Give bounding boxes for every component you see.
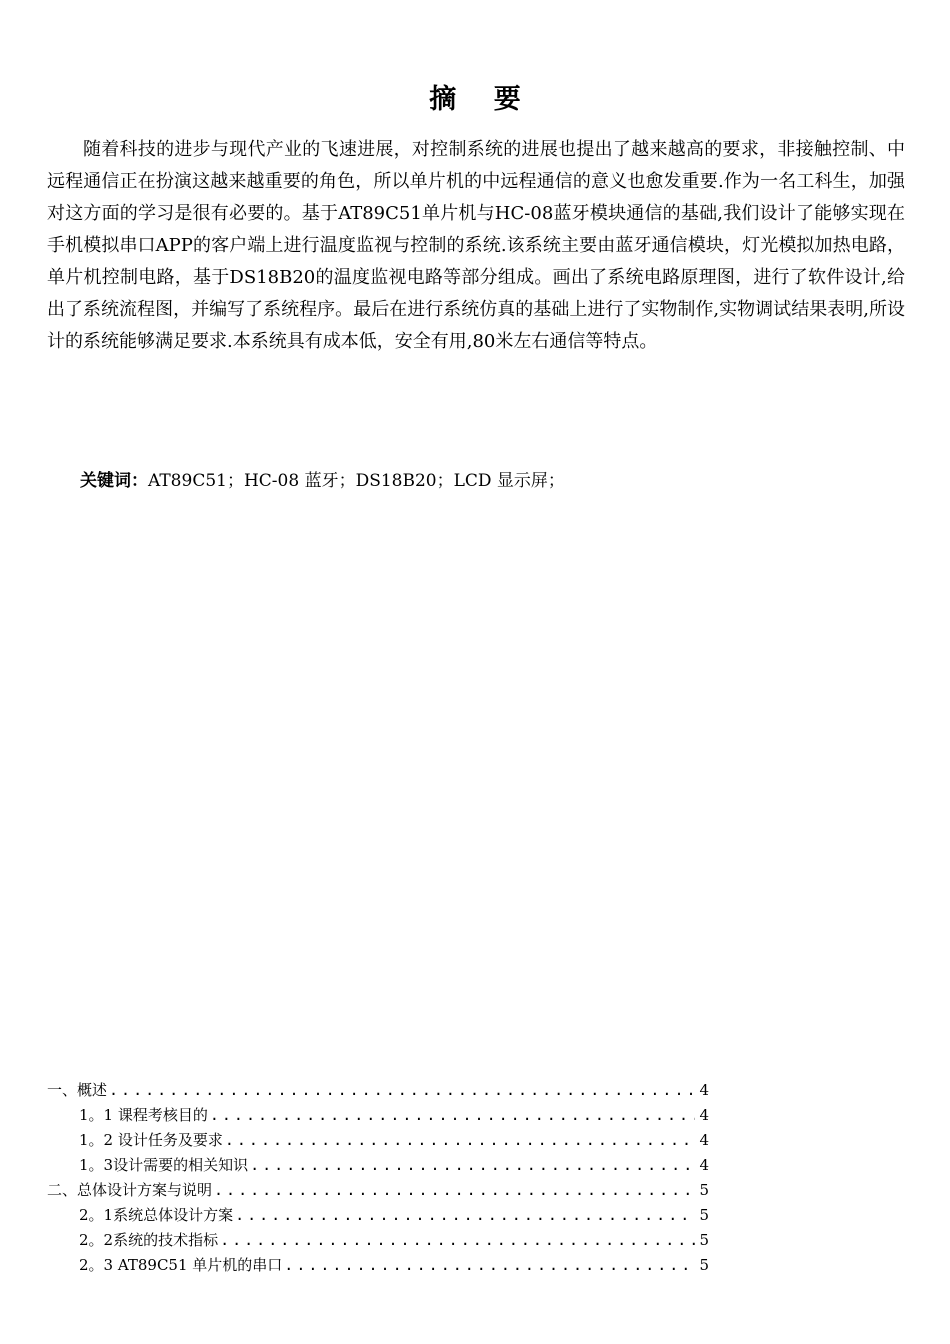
abstract-paragraph: 随着科技的进步与现代产业的飞速进展，对控制系统的进展也提出了越来越高的要求，非接触控制、中远程通信正在扮演这越来越重要的角色，所以单片机的中远程通信的意义也愈发重要.作为一名工科生，加强对这方面的学习是很有必要的。基于AT89C51单片机与HC-08蓝牙模块通信的基础,我们设计了能够实现在手机模拟串口APP的客户端上进行温度监视与控制的系统.该系统主要由蓝牙通信模块，灯光模拟加热电路，单片机控制电路，基于DS18B20的温度监视电路等部分组成。画出了系统电路原理图，进行了软件设计,给出了系统流程图，并编写了系统程序。最后在进行系统仿真的基础上进行了实物制作,实物调试结果表明,所设计的系统能够满足要求.本系统具有成本低，安全有用,80米左右通信等特点。 xyxy=(47,139,905,352)
table-of-contents xyxy=(47,1078,709,1278)
toc-page-number: 5 xyxy=(699,1181,709,1199)
toc-page-number: 5 xyxy=(699,1231,709,1249)
toc-leader-dots xyxy=(214,1178,695,1203)
toc-entry[interactable] xyxy=(47,1178,709,1203)
keywords-value: AT89C51；HC-08 蓝牙；DS18B20；LCD 显示屏； xyxy=(148,471,565,491)
toc-entry-title: 2。1系统总体设计方案 xyxy=(79,1206,234,1224)
page-title: 摘 要 xyxy=(429,84,535,115)
toc-entry-title: 2。2系统的技术指标 xyxy=(79,1231,219,1249)
toc-page-number: 4 xyxy=(699,1156,709,1174)
toc-leader-dots xyxy=(210,1103,695,1128)
toc-entry-title: 二、总体设计方案与说明 xyxy=(47,1181,213,1199)
toc-entry[interactable] xyxy=(47,1153,709,1178)
keywords-label: 关键词： xyxy=(80,471,148,491)
toc-entry[interactable] xyxy=(47,1228,709,1253)
toc-leader-dots xyxy=(109,1078,695,1103)
toc-entry-title: 2。3 AT89C51 单片机的串口 xyxy=(79,1256,283,1274)
toc-leader-dots xyxy=(220,1228,695,1253)
toc-entry[interactable] xyxy=(47,1078,709,1103)
toc-entry-title: 1。3设计需要的相关知识 xyxy=(79,1156,249,1174)
toc-page-number: 4 xyxy=(699,1131,709,1149)
toc-entry[interactable] xyxy=(47,1128,709,1153)
toc-leader-dots xyxy=(235,1203,695,1228)
toc-leader-dots xyxy=(284,1253,695,1278)
toc-entry[interactable] xyxy=(47,1203,709,1228)
toc-entry-title: 一、概述 xyxy=(47,1081,108,1099)
toc-page-number: 5 xyxy=(699,1206,709,1224)
keywords-line xyxy=(80,466,565,496)
toc-leader-dots xyxy=(225,1128,695,1153)
toc-entry-title: 1。1 课程考核目的 xyxy=(79,1106,208,1124)
toc-page-number: 5 xyxy=(699,1256,709,1274)
toc-page-number: 4 xyxy=(699,1081,709,1099)
toc-entry-title: 1。2 设计任务及要求 xyxy=(79,1131,223,1149)
toc-page-number: 4 xyxy=(699,1106,709,1124)
toc-entry[interactable] xyxy=(47,1253,709,1278)
toc-entry[interactable] xyxy=(47,1103,709,1128)
toc-leader-dots xyxy=(250,1153,695,1178)
